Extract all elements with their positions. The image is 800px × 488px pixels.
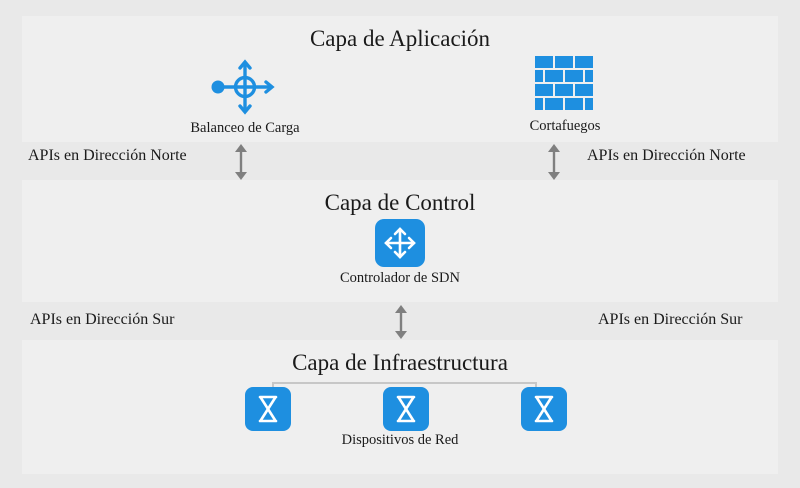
layer-application-title: Capa de Aplicación — [309, 26, 491, 51]
node-firewall-label: Cortafuegos — [529, 118, 601, 134]
node-network-devices — [200, 378, 600, 449]
arrow-southbound-center — [393, 305, 409, 344]
device-link-horizontal — [272, 382, 536, 384]
layer-infrastructure-title: Capa de Infraestructura — [292, 350, 508, 375]
api-southbound-right-label: APIs en Dirección Sur — [598, 311, 743, 328]
api-northbound-left-label: APIs en Dirección Norte — [28, 147, 187, 164]
arrow-northbound-left — [233, 144, 249, 185]
network-switch-icon — [520, 386, 568, 437]
sdn-controller-icon — [318, 218, 482, 268]
layer-control-title: Capa de Control — [324, 190, 476, 215]
node-firewall — [480, 50, 650, 135]
network-device-row — [230, 378, 570, 430]
layer-application — [22, 16, 778, 142]
network-switch-icon — [382, 386, 430, 437]
firewall-brick-wall-icon — [480, 50, 650, 116]
node-sdn-controller-label: Controlador de SDN — [339, 270, 460, 286]
api-northbound-right-label: APIs en Dirección Norte — [587, 147, 746, 164]
arrow-northbound-right — [546, 144, 562, 185]
node-load-balancer — [160, 56, 330, 137]
node-load-balancer-label: Balanceo de Carga — [190, 120, 300, 136]
load-balancer-icon — [160, 56, 330, 118]
node-network-devices-label: Dispositivos de Red — [341, 432, 459, 448]
api-southbound-left-label: APIs en Dirección Sur — [30, 311, 175, 328]
node-sdn-controller — [318, 218, 482, 287]
network-switch-icon — [244, 386, 292, 437]
